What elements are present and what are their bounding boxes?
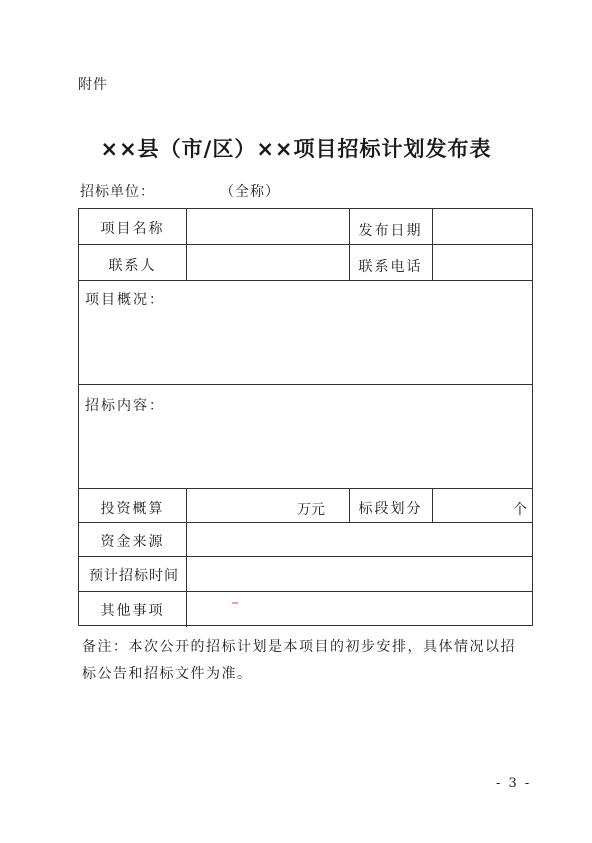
section-unit: 个 (513, 502, 527, 518)
contact-label: 联系人 (108, 258, 157, 274)
row-divider (79, 384, 532, 385)
tender-unit-value: （全称） (220, 184, 280, 200)
column-divider (432, 488, 433, 522)
column-divider (186, 209, 187, 280)
other-matters-label: 其他事项 (100, 603, 165, 619)
section-division-label: 标段划分 (358, 501, 423, 517)
tender-unit-row (80, 181, 280, 201)
document-title: ××县（市/区）××项目招标计划发布表 (100, 137, 492, 161)
remark-note: 备注：本次公开的招标计划是本项目的初步安排，具体情况以招标公告和招标文件为准。 (82, 639, 516, 682)
contact-phone-label: 联系电话 (358, 259, 423, 275)
row-divider (79, 280, 532, 281)
attachment-label: 附件 (78, 77, 108, 93)
page-number: - 3 - (496, 776, 532, 791)
row-divider (79, 488, 532, 489)
ink-mark (232, 602, 238, 604)
column-divider (186, 488, 187, 627)
project-overview-label: 项目概况： (85, 292, 165, 308)
tender-content-label: 招标内容： (85, 398, 165, 414)
column-divider (432, 209, 433, 280)
row-divider (79, 522, 532, 523)
expected-tender-time-label: 预计招标时间 (89, 568, 179, 584)
row-divider (79, 591, 532, 592)
investment-unit: 万元 (297, 502, 325, 518)
row-divider (79, 244, 532, 245)
investment-estimate-label: 投资概算 (100, 501, 165, 517)
row-divider (79, 556, 532, 557)
publish-date-label: 发布日期 (358, 223, 423, 239)
funding-source-label: 资金来源 (100, 534, 165, 550)
project-name-label: 项目名称 (100, 221, 165, 237)
tender-unit-label: 招标单位： (80, 184, 155, 200)
tender-plan-form (78, 208, 533, 626)
